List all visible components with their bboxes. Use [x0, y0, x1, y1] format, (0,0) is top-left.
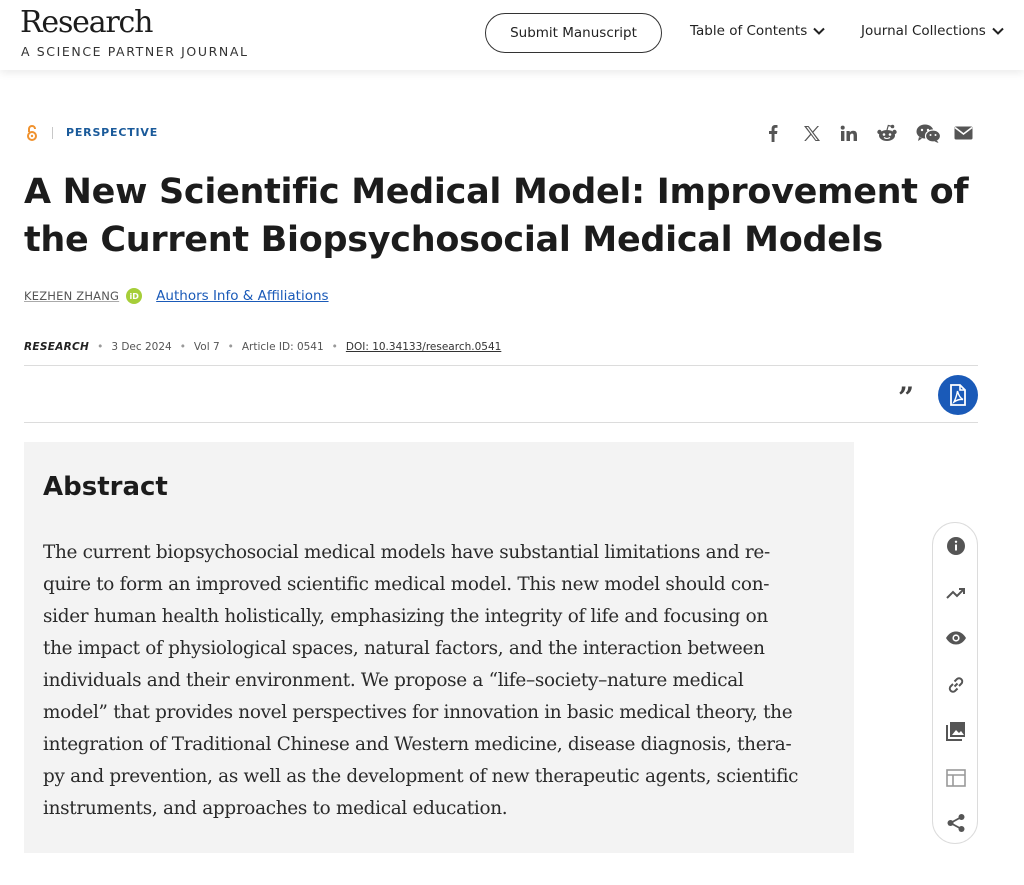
- chevron-down-icon: [813, 27, 825, 35]
- separator-dot: •: [331, 341, 338, 353]
- facebook-icon[interactable]: [765, 122, 781, 144]
- meta-divider: [52, 127, 53, 139]
- article-side-toolbar: [932, 522, 978, 844]
- author-name-link[interactable]: KEZHEN ZHANG: [24, 289, 120, 303]
- email-icon[interactable]: [953, 122, 973, 144]
- article-id: Article ID: 0541: [241, 341, 324, 353]
- abstract-line: instruments, and approaches to medical education.: [43, 798, 508, 819]
- abstract-line: integration of Traditional Chinese and Western medicine, disease diagnosis, thera-: [43, 734, 792, 755]
- authors-affiliations-link[interactable]: Authors Info & Affiliations: [156, 288, 329, 304]
- wechat-icon[interactable]: [915, 122, 941, 144]
- cite-quote-icon[interactable]: ”: [898, 381, 915, 414]
- abstract-line: The current biopsychosocial medical models have substantial limitations and re-: [43, 542, 770, 563]
- share-icon[interactable]: [945, 812, 967, 834]
- separator-dot: •: [179, 341, 186, 353]
- doi-link[interactable]: DOI: 10.34133/research.0541: [345, 341, 502, 353]
- journal-name[interactable]: RESEARCH: [24, 341, 90, 353]
- nav-journal-collections-label: Journal Collections: [861, 23, 986, 39]
- abstract-line: sider human health holistically, emphasizing the integrity of life and focusing on: [43, 606, 768, 627]
- divider: [24, 365, 978, 366]
- pdf-icon: [948, 384, 968, 406]
- chevron-down-icon: [992, 27, 1004, 35]
- separator-dot: •: [227, 341, 234, 353]
- volume: Vol 7: [193, 341, 220, 353]
- abstract-line: py and prevention, as well as the development of new therapeutic agents, scientific: [43, 766, 799, 787]
- abstract-line: individuals and their environment. We propose a “life–society–nature medical: [43, 670, 744, 691]
- eye-icon[interactable]: [945, 627, 967, 649]
- article-title: A New Scientific Medical Model: Improvement of the Current Biopsychosocial Medical Models: [24, 172, 969, 260]
- abstract-line: quire to form an improved scientific medical model. This new model should con-: [43, 574, 770, 595]
- submit-manuscript-button[interactable]: Submit Manuscript: [485, 13, 662, 53]
- nav-table-of-contents-label: Table of Contents: [690, 23, 808, 39]
- linkedin-icon[interactable]: [839, 122, 859, 144]
- x-icon[interactable]: [802, 122, 822, 144]
- publication-info: [24, 341, 501, 353]
- orcid-icon[interactable]: iD: [126, 288, 142, 304]
- open-access-icon: [25, 124, 39, 142]
- abstract-line: model” that provides novel perspectives for innovation in basic medical theory, the: [43, 702, 793, 723]
- article-type-label: PERSPECTIVE: [66, 126, 159, 139]
- separator-dot: •: [97, 341, 104, 353]
- author-row: [24, 288, 329, 304]
- image-icon[interactable]: [945, 720, 967, 742]
- journal-logo-title[interactable]: Research: [20, 5, 153, 40]
- abstract-line: the impact of physiological spaces, natural factors, and the interaction between: [43, 638, 765, 659]
- abstract-heading: Abstract: [43, 472, 168, 502]
- trending-icon[interactable]: [945, 582, 967, 604]
- abstract-text: [43, 537, 839, 825]
- pdf-download-button[interactable]: [938, 375, 978, 415]
- nav-table-of-contents[interactable]: [690, 23, 825, 39]
- publication-date: 3 Dec 2024: [111, 341, 172, 353]
- reddit-icon[interactable]: [876, 122, 898, 144]
- divider: [24, 422, 978, 423]
- journal-logo-subtitle: A SCIENCE PARTNER JOURNAL: [21, 44, 249, 59]
- link-icon[interactable]: [945, 674, 967, 696]
- table-icon[interactable]: [945, 767, 967, 789]
- top-navigation-bar: [0, 0, 1024, 70]
- nav-journal-collections[interactable]: [861, 23, 1004, 39]
- abstract-section: [24, 442, 854, 853]
- info-icon[interactable]: [945, 535, 967, 557]
